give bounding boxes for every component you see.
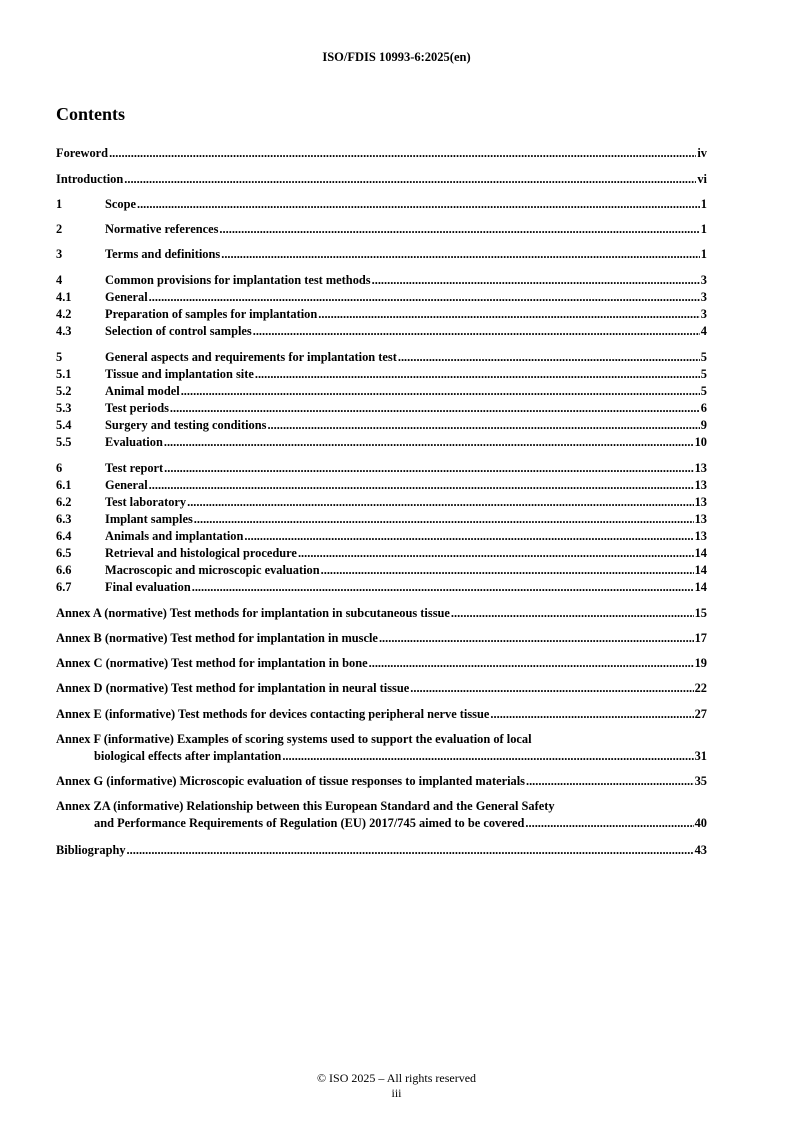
toc-entry-number: 6.7 [56,580,72,594]
toc-entry-page: 17 [694,631,707,645]
dot-leader [369,656,694,671]
toc-entry-title: Test report [105,461,164,475]
toc-entry-title: Preparation of samples for implantation [105,307,318,321]
toc-entry[interactable] [56,681,707,696]
dot-leader [410,681,693,696]
toc-entry-page: 27 [694,707,707,721]
toc-entry[interactable] [56,350,707,365]
dot-leader [282,749,693,764]
toc-entry-page: 13 [694,478,707,492]
dot-leader [298,546,694,561]
toc-entry-page: 31 [694,749,707,763]
toc-entry[interactable] [56,563,707,578]
toc-entry-number: 6.2 [56,495,72,509]
toc-entry-number: 4.1 [56,290,72,304]
toc-entry[interactable] [56,418,707,433]
page-number: iii [391,1086,402,1100]
toc-entry-page: 1 [700,247,707,261]
toc-entry-page: 3 [700,307,707,321]
toc-entry-title: Normative references [105,222,219,236]
toc-entry[interactable] [56,656,707,671]
toc-entry[interactable] [56,435,707,450]
toc-entry-page: 3 [700,290,707,304]
toc-entry-title: Animal model [105,384,180,398]
toc-entry-page: 19 [694,656,707,670]
toc-entry-page: 14 [694,580,707,594]
toc-entry-title: Annex D (normative) Test method for implantation in neural tissue [56,681,410,695]
toc-entry-number: 6.5 [56,546,72,560]
dot-leader [379,631,694,646]
toc-entry-page: 5 [700,367,707,381]
toc-entry[interactable] [56,324,707,339]
toc-entry-page: vi [697,172,707,186]
toc-entry-title: Terms and definitions [105,247,221,261]
toc-entry-number: 5 [56,350,63,364]
toc-entry-number: 4.2 [56,307,72,321]
toc-entry-title: Common provisions for implantation test methods [105,273,371,287]
toc-entry[interactable] [56,495,707,510]
toc-entry-title: Scope [105,197,136,211]
toc-entry-page: 13 [694,512,707,526]
toc-entry-page: 15 [694,606,707,620]
dot-leader [525,816,693,831]
toc-entry-number: 5.4 [56,418,72,432]
page-footer [0,1071,793,1101]
toc-entry-number: 6.4 [56,529,72,543]
toc-entry-title: General aspects and requirements for implantation test [105,350,397,364]
toc-entry-number: 4.3 [56,324,72,338]
toc-entry-title: Introduction [56,172,124,186]
toc-entry-number: 5.1 [56,367,72,381]
toc-entry-title-line1[interactable]: Annex F (informative) Examples of scoring systems used to support the evaluation of local [56,732,532,746]
dot-leader [451,606,694,621]
toc-entry-title: Evaluation [105,435,163,449]
page-title: Contents [56,104,126,124]
toc-entry-title: Annex G (informative) Microscopic evaluation of tissue responses to implanted materials [56,774,525,788]
dot-leader [255,367,700,382]
toc-entry[interactable] [56,172,707,187]
toc-entry-page: 13 [694,495,707,509]
toc-entry-page: 6 [700,401,707,415]
toc-entry-title: Annex A (normative) Test methods for implantation in subcutaneous tissue [56,606,450,620]
toc-entry-page: 1 [700,197,707,211]
toc-entry-page: iv [697,146,707,160]
dot-leader [194,512,694,527]
toc-entry[interactable] [56,478,707,493]
dot-leader [253,324,700,339]
dot-leader [137,197,700,212]
toc-entry-title: Tissue and implantation site [105,367,254,381]
toc-entry[interactable] [56,273,707,288]
toc-entry-title: Surgery and testing conditions [105,418,267,432]
toc-entry[interactable] [56,197,707,212]
toc-entry[interactable] [56,707,707,722]
toc-entry-title: Bibliography [56,843,126,857]
toc-entry-page: 13 [694,529,707,543]
toc-entry-number: 5.2 [56,384,72,398]
toc-entry-title: biological effects after implantation [94,749,282,763]
toc-entry-page: 9 [700,418,707,432]
toc-entry[interactable] [56,367,707,382]
toc-entry[interactable] [56,580,707,595]
dot-leader [149,478,694,493]
dot-leader [318,307,700,322]
dot-leader [149,290,700,305]
document-header: ISO/FDIS 10993-6:2025(en) [322,50,471,64]
dot-leader [244,529,693,544]
toc-entry-title: Final evaluation [105,580,191,594]
dot-leader [321,563,694,578]
toc-entry-number: 1 [56,197,63,211]
dot-leader [187,495,694,510]
toc-entry[interactable] [56,307,707,322]
toc-entry-title-line1[interactable]: Annex ZA (informative) Relationship between this European Standard and the General Safety [56,799,555,813]
toc-entry-page: 5 [700,384,707,398]
dot-leader [164,461,693,476]
toc-entry-page: 3 [700,273,707,287]
toc-entry[interactable] [56,606,707,621]
dot-leader [267,418,699,433]
dot-leader [219,222,699,237]
toc-entry-page: 10 [694,435,707,449]
dot-leader [164,435,694,450]
toc-entry-number: 3 [56,247,63,261]
toc-entry-page: 40 [694,816,707,830]
toc-entry-number: 5.5 [56,435,72,449]
dot-leader [170,401,700,416]
toc-entry-page: 14 [694,563,707,577]
toc-entry-page: 43 [694,843,707,857]
copyright-notice: © ISO 2025 – All rights reserved [316,1071,477,1085]
toc-entry-title: Annex E (informative) Test methods for devices contacting peripheral nerve tissue [56,707,490,721]
dot-leader [181,384,700,399]
toc-entry-number: 2 [56,222,63,236]
toc-entry-number: 5.3 [56,401,72,415]
toc-entry-title: Test laboratory [105,495,187,509]
toc-entry-title: Foreword [56,146,109,160]
toc-entry-title: Animals and implantation [105,529,244,543]
toc-entry-title: Selection of control samples [105,324,252,338]
toc-entry-bibliography[interactable] [56,843,707,858]
toc-entry-title: Macroscopic and microscopic evaluation [105,563,320,577]
toc-entry-title: General [105,290,148,304]
toc-entry[interactable] [56,290,707,305]
toc-entry[interactable] [56,631,707,646]
toc-entry-title: Test periods [105,401,169,415]
dot-leader [526,774,694,789]
toc-entry-page: 14 [694,546,707,560]
toc-entry-page: 1 [700,222,707,236]
toc-entry-continuation[interactable] [56,749,707,764]
toc-entry-number: 6.6 [56,563,72,577]
toc-entry-number: 6.3 [56,512,72,526]
dot-leader [109,146,696,161]
toc-entry-page: 35 [694,774,707,788]
toc-entry-page: 13 [694,461,707,475]
toc-entry-title: and Performance Requirements of Regulation (EU) 2017/745 aimed to be covered [94,816,525,830]
dot-leader [221,247,700,262]
toc-entry-number: 4 [56,273,63,287]
toc-entry-title: Retrieval and histological procedure [105,546,297,560]
toc-entry-continuation[interactable] [56,816,707,831]
toc-entry-title: General [105,478,148,492]
toc-entry[interactable] [56,146,707,161]
toc-entry-number: 6.1 [56,478,72,492]
toc-entry-page: 22 [694,681,707,695]
toc-entry-number: 6 [56,461,63,475]
dot-leader [192,580,694,595]
toc-entry-page: 5 [700,350,707,364]
dot-leader [124,172,696,187]
toc-entry[interactable] [56,546,707,561]
toc-entry-title: Implant samples [105,512,193,526]
toc-entry-page: 4 [700,324,707,338]
toc-entry[interactable] [56,384,707,399]
toc-entry[interactable] [56,512,707,527]
toc-entry[interactable] [56,529,707,544]
toc-entry-annex-g[interactable] [56,774,707,789]
dot-leader [372,273,700,288]
dot-leader [398,350,700,365]
toc-entry-title: Annex B (normative) Test method for implantation in muscle [56,631,378,645]
toc-entry[interactable] [56,222,707,237]
dot-leader [127,843,694,858]
toc-entry[interactable] [56,401,707,416]
dot-leader [490,707,693,722]
toc-entry[interactable] [56,247,707,262]
toc-entry[interactable] [56,461,707,476]
toc-entry-title: Annex C (normative) Test method for implantation in bone [56,656,368,670]
